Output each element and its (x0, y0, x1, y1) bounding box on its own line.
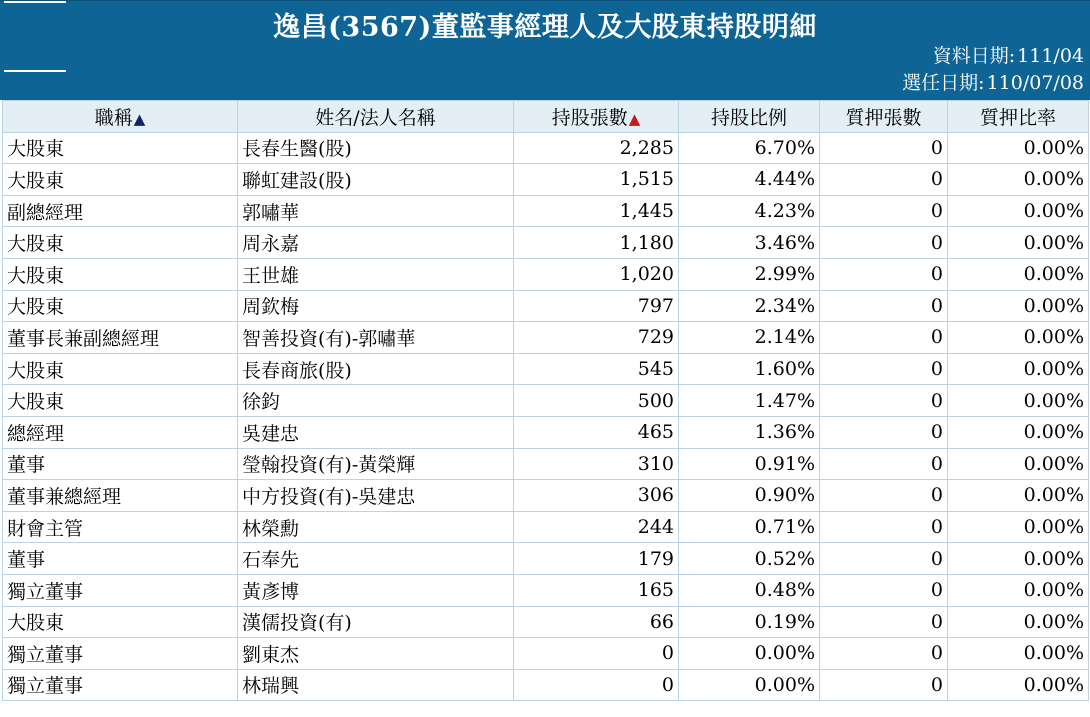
cell-pledge-ratio: 0.00% (948, 258, 1089, 290)
cell-shares: 165 (514, 574, 679, 606)
cell-name: 徐鈞 (238, 385, 514, 417)
header-name-label: 姓名/法人名稱 (315, 106, 436, 129)
header-pledged[interactable] (820, 101, 948, 133)
table-row (3, 132, 1089, 164)
cell-title: 大股東 (3, 385, 238, 417)
cell-pledged: 0 (820, 606, 948, 638)
cell-pledged: 0 (820, 227, 948, 259)
cell-ratio: 1.60% (679, 353, 820, 385)
cell-ratio: 3.46% (679, 227, 820, 259)
cell-name: 聯虹建設(股) (238, 164, 514, 196)
table-row (3, 322, 1089, 354)
cell-ratio: 4.44% (679, 164, 820, 196)
header-title-label: 職稱 (94, 106, 133, 129)
sort-active-icon: ▲ (628, 109, 641, 128)
cell-name: 漢儒投資(有) (238, 606, 514, 638)
cell-ratio: 2.99% (679, 258, 820, 290)
cell-ratio: 2.34% (679, 290, 820, 322)
cell-ratio: 2.14% (679, 322, 820, 354)
cell-shares: 0 (514, 638, 679, 670)
cell-shares: 729 (514, 322, 679, 354)
cell-pledged: 0 (820, 638, 948, 670)
header-decor-line-top (4, 1, 66, 3)
cell-pledged: 0 (820, 385, 948, 417)
cell-pledge-ratio: 0.00% (948, 227, 1089, 259)
cell-pledged: 0 (820, 132, 948, 164)
cell-name: 劉東杰 (238, 638, 514, 670)
cell-pledge-ratio: 0.00% (948, 290, 1089, 322)
cell-ratio: 0.91% (679, 448, 820, 480)
cell-name: 周欽梅 (238, 290, 514, 322)
cell-ratio: 0.90% (679, 480, 820, 512)
cell-name: 長春生醫(股) (238, 132, 514, 164)
table-row (3, 448, 1089, 480)
elect-date-value: 110/07/08 (986, 72, 1084, 94)
table-row (3, 511, 1089, 543)
cell-pledge-ratio: 0.00% (948, 638, 1089, 670)
cell-title: 董事 (3, 448, 238, 480)
cell-shares: 797 (514, 290, 679, 322)
sort-asc-icon: ▲ (133, 109, 146, 128)
cell-pledge-ratio: 0.00% (948, 416, 1089, 448)
cell-title: 財會主管 (3, 511, 238, 543)
date-info (902, 43, 1084, 97)
cell-shares: 66 (514, 606, 679, 638)
cell-pledged: 0 (820, 448, 948, 480)
cell-title: 大股東 (3, 290, 238, 322)
data-date-value: 111/04 (1017, 45, 1084, 67)
cell-title: 大股東 (3, 606, 238, 638)
header-name[interactable] (238, 101, 514, 133)
cell-pledge-ratio: 0.00% (948, 511, 1089, 543)
cell-pledge-ratio: 0.00% (948, 448, 1089, 480)
table-row (3, 258, 1089, 290)
cell-pledged: 0 (820, 669, 948, 701)
cell-ratio: 0.00% (679, 669, 820, 701)
cell-name: 郭嘯華 (238, 195, 514, 227)
cell-shares: 1,515 (514, 164, 679, 196)
table-header-row (3, 101, 1089, 133)
cell-pledge-ratio: 0.00% (948, 385, 1089, 417)
cell-title: 副總經理 (3, 195, 238, 227)
cell-pledged: 0 (820, 322, 948, 354)
header-ratio-label: 持股比例 (710, 106, 787, 129)
cell-pledge-ratio: 0.00% (948, 606, 1089, 638)
cell-name: 智善投資(有)-郭嘯華 (238, 322, 514, 354)
cell-shares: 465 (514, 416, 679, 448)
cell-ratio: 1.36% (679, 416, 820, 448)
table-row (3, 195, 1089, 227)
cell-shares: 1,020 (514, 258, 679, 290)
cell-pledge-ratio: 0.00% (948, 195, 1089, 227)
cell-ratio: 0.19% (679, 606, 820, 638)
cell-name: 林瑞興 (238, 669, 514, 701)
cell-name: 吳建忠 (238, 416, 514, 448)
cell-pledged: 0 (820, 574, 948, 606)
data-date-label: 資料日期: (932, 45, 1016, 67)
cell-name: 瑩翰投資(有)-黃榮輝 (238, 448, 514, 480)
cell-title: 大股東 (3, 258, 238, 290)
cell-shares: 0 (514, 669, 679, 701)
cell-pledged: 0 (820, 480, 948, 512)
header-decor-line-bottom (4, 70, 66, 72)
header-shares-label: 持股張數 (551, 106, 628, 129)
cell-pledged: 0 (820, 353, 948, 385)
cell-name: 黃彥博 (238, 574, 514, 606)
header-pledge-ratio-label: 質押比率 (979, 106, 1056, 129)
table-row (3, 606, 1089, 638)
cell-shares: 179 (514, 543, 679, 575)
table-row (3, 638, 1089, 670)
data-date-line (902, 43, 1084, 70)
cell-pledge-ratio: 0.00% (948, 132, 1089, 164)
cell-title: 董事長兼副總經理 (3, 322, 238, 354)
cell-pledged: 0 (820, 258, 948, 290)
cell-ratio: 0.71% (679, 511, 820, 543)
header-shares[interactable] (514, 101, 679, 133)
cell-pledge-ratio: 0.00% (948, 480, 1089, 512)
cell-title: 大股東 (3, 132, 238, 164)
holdings-table (2, 100, 1089, 701)
table-row (3, 480, 1089, 512)
table-row (3, 669, 1089, 701)
cell-shares: 2,285 (514, 132, 679, 164)
header-pledge-ratio[interactable] (948, 101, 1089, 133)
cell-name: 中方投資(有)-吳建忠 (238, 480, 514, 512)
cell-title: 獨立董事 (3, 574, 238, 606)
cell-pledge-ratio: 0.00% (948, 164, 1089, 196)
table-row (3, 574, 1089, 606)
cell-title: 大股東 (3, 164, 238, 196)
cell-shares: 1,180 (514, 227, 679, 259)
header-pledged-label: 質押張數 (845, 106, 922, 129)
cell-pledge-ratio: 0.00% (948, 574, 1089, 606)
cell-title: 大股東 (3, 353, 238, 385)
cell-title: 董事 (3, 543, 238, 575)
cell-name: 周永嘉 (238, 227, 514, 259)
cell-pledged: 0 (820, 543, 948, 575)
cell-ratio: 4.23% (679, 195, 820, 227)
cell-pledge-ratio: 0.00% (948, 322, 1089, 354)
cell-ratio: 6.70% (679, 132, 820, 164)
cell-title: 董事兼總經理 (3, 480, 238, 512)
cell-shares: 1,445 (514, 195, 679, 227)
cell-pledged: 0 (820, 195, 948, 227)
cell-shares: 306 (514, 480, 679, 512)
table-row (3, 227, 1089, 259)
page-title: 逸昌(3567)董監事經理人及大股東持股明細 (273, 12, 817, 43)
table-row (3, 543, 1089, 575)
cell-pledged: 0 (820, 164, 948, 196)
cell-name: 王世雄 (238, 258, 514, 290)
cell-title: 獨立董事 (3, 638, 238, 670)
cell-name: 長春商旅(股) (238, 353, 514, 385)
cell-shares: 545 (514, 353, 679, 385)
cell-title: 大股東 (3, 227, 238, 259)
cell-shares: 310 (514, 448, 679, 480)
elect-date-line (902, 70, 1084, 97)
cell-pledged: 0 (820, 416, 948, 448)
cell-ratio: 0.52% (679, 543, 820, 575)
cell-name: 林榮勳 (238, 511, 514, 543)
cell-title: 獨立董事 (3, 669, 238, 701)
elect-date-label: 選任日期: (902, 72, 985, 94)
page-header (0, 0, 1090, 100)
cell-ratio: 1.47% (679, 385, 820, 417)
cell-pledge-ratio: 0.00% (948, 543, 1089, 575)
cell-ratio: 0.00% (679, 638, 820, 670)
cell-name: 石奉先 (238, 543, 514, 575)
cell-pledge-ratio: 0.00% (948, 353, 1089, 385)
cell-pledged: 0 (820, 511, 948, 543)
cell-ratio: 0.48% (679, 574, 820, 606)
header-ratio[interactable] (679, 101, 820, 133)
cell-pledge-ratio: 0.00% (948, 669, 1089, 701)
table-row (3, 353, 1089, 385)
table-row (3, 416, 1089, 448)
table-row (3, 290, 1089, 322)
cell-shares: 500 (514, 385, 679, 417)
table-row (3, 385, 1089, 417)
cell-shares: 244 (514, 511, 679, 543)
cell-title: 總經理 (3, 416, 238, 448)
cell-pledged: 0 (820, 290, 948, 322)
table-row (3, 164, 1089, 196)
header-title[interactable] (3, 101, 238, 133)
